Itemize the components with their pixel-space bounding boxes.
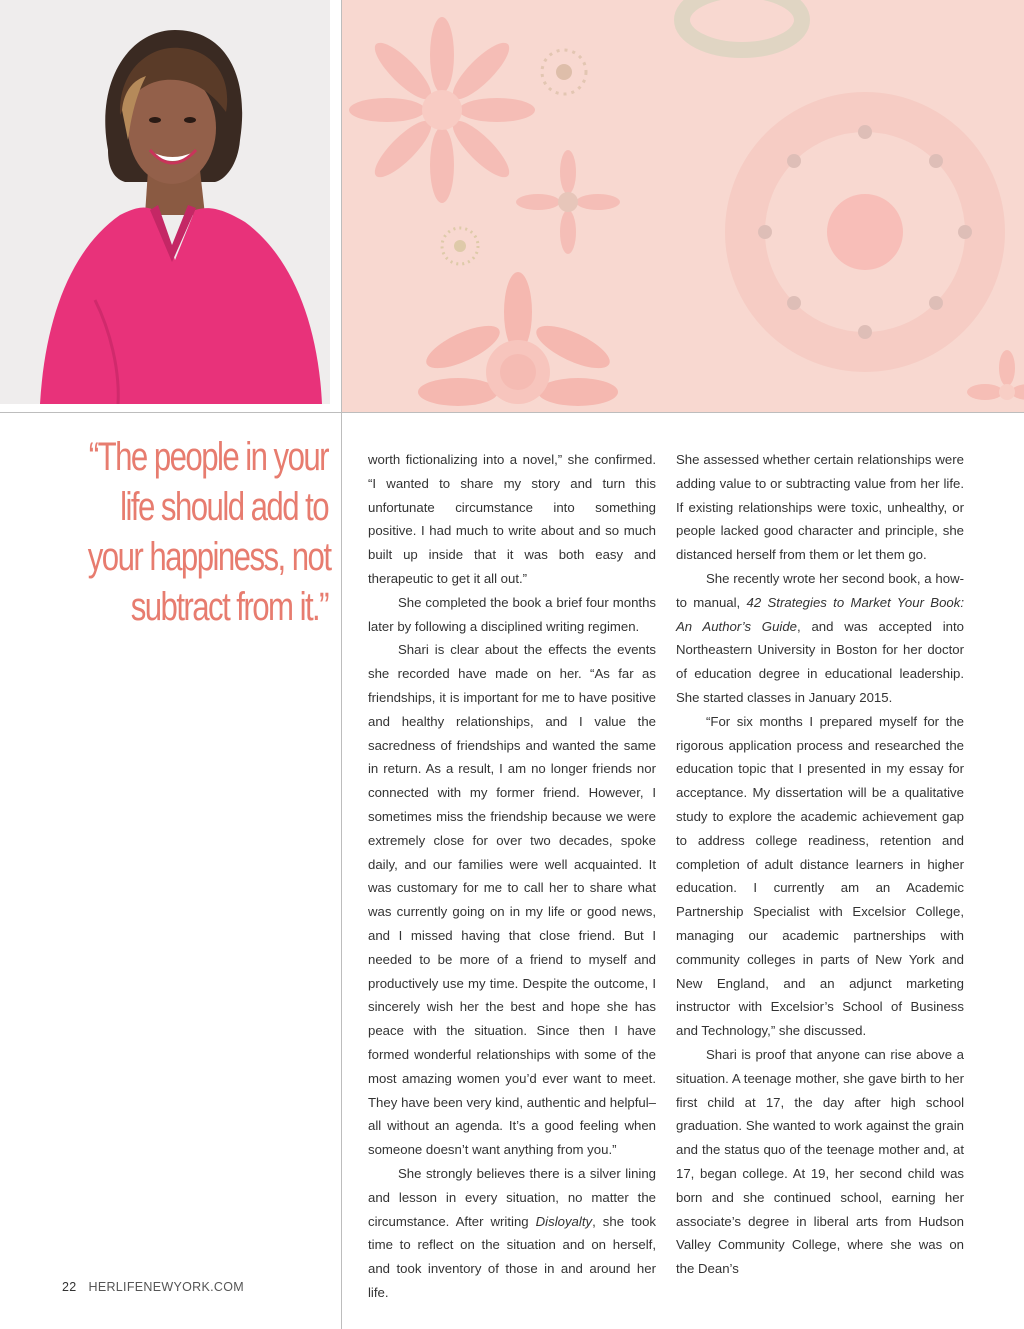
book-title: 42 Strategies to Market Your Book: An Author’s Guide: [676, 594, 964, 634]
article-column-1: [368, 448, 656, 1305]
vertical-divider: [341, 0, 342, 1329]
paragraph-text: She strongly believes there is a silver lining and lesson in every situation, no matter the circumstance. After writing: [368, 1165, 656, 1229]
pull-quote-line: “The people in your: [88, 435, 328, 479]
article-paragraph: [676, 567, 964, 710]
article-paragraph: She assessed whether certain relationships were adding value to or subtracting value from her life. If existing relationships were toxic, unhealthy, or people lacked good character and principle, she distanced herself from them or let them go.: [676, 452, 964, 563]
paragraph-text: , she took time to reflect on the situation and on herself, and took inventory of those in and around her life.: [368, 1213, 656, 1300]
horizontal-divider: [0, 412, 1024, 413]
pull-quote-line: life should add to: [120, 485, 329, 529]
pull-quote: [87, 432, 331, 632]
article-column-2: [676, 448, 964, 1281]
paragraph-text: She recently wrote her second book, a how-to manual,: [676, 570, 964, 610]
article-paragraph: She completed the book a brief four months later by following a disciplined writing regimen.: [368, 594, 656, 634]
pull-quote-line: subtract from it.”: [130, 585, 328, 629]
site-name: HERLIFENEWYORK.COM: [88, 1280, 244, 1294]
article-paragraph: worth fictionalizing into a novel,” she confirmed. “I wanted to share my story and turn this unfortunate circumstance into something positive. I had much to write about and so much built up inside that it was both easy and therapeutic to get it all out.”: [368, 452, 656, 586]
article-paragraph: Shari is clear about the effects the events she recorded have made on her. “As far as friendships, it is important for me to have positive and healthy relationships, and I value the sacredness of friendships and wanted the same in return. As a result, I am no longer friends nor connected with my former friend. However, I sometimes miss the friendship because we were extremely close for over two decades, spoke daily, and our families were well acquainted. It was customary for me to call her to share what was currently going on in my life or good news, and I missed having that close friend. But I needed to be more of a friend to myself and productively use my time. Despite the outcome, I sincerely wish her the best and hope she has peace with the situation. Since then I have formed wonderful relationships with some of the most amazing women you’d ever want to meet. They have been very kind, authentic and helpful–all without an agenda. It’s a good feeling when someone doesn’t want anything from you.”: [368, 642, 656, 1158]
article-paragraph: Shari is proof that anyone can rise above a situation. A teenage mother, she gave birth to her first child at 17, the day after high school graduation. She wanted to work against the grain and the status quo of the teenage mother and, at 17, began college. At 19, her second child was born and she continued school, earning her associate’s degree in liberal arts from Hudson Valley Community College, where she was on the Dean’s: [676, 1046, 964, 1277]
book-title: Disloyalty: [535, 1213, 593, 1229]
article-paragraph: [368, 1162, 656, 1305]
pull-quote-line: your happiness, not: [87, 535, 331, 579]
page-footer: [62, 1280, 244, 1294]
portrait-photo: [0, 0, 330, 404]
floral-pattern-image: [342, 0, 1024, 412]
portrait-illustration: [0, 0, 330, 404]
article-paragraph: “For six months I prepared myself for the rigorous application process and researched the education topic that I presented in my essay for acceptance. My dissertation will be a qualitative study to explore the academic achievement gap to address college readiness, retention and completion of adult distance learners in higher education. I currently am an Academic Partnership Specialist with Excelsior College, managing our academic partnerships with community colleges in parts of New York and New England, and an adjunct marketing instructor with Excelsior’s School of Business and Technology,” she discussed.: [676, 713, 964, 1039]
paragraph-text: , and was accepted into Northeastern University in Boston for her doctor of education degree in educational leadership. She started classes in January 2015.: [676, 618, 965, 705]
page-number: 22: [62, 1280, 77, 1294]
floral-illustration: [342, 0, 1024, 412]
